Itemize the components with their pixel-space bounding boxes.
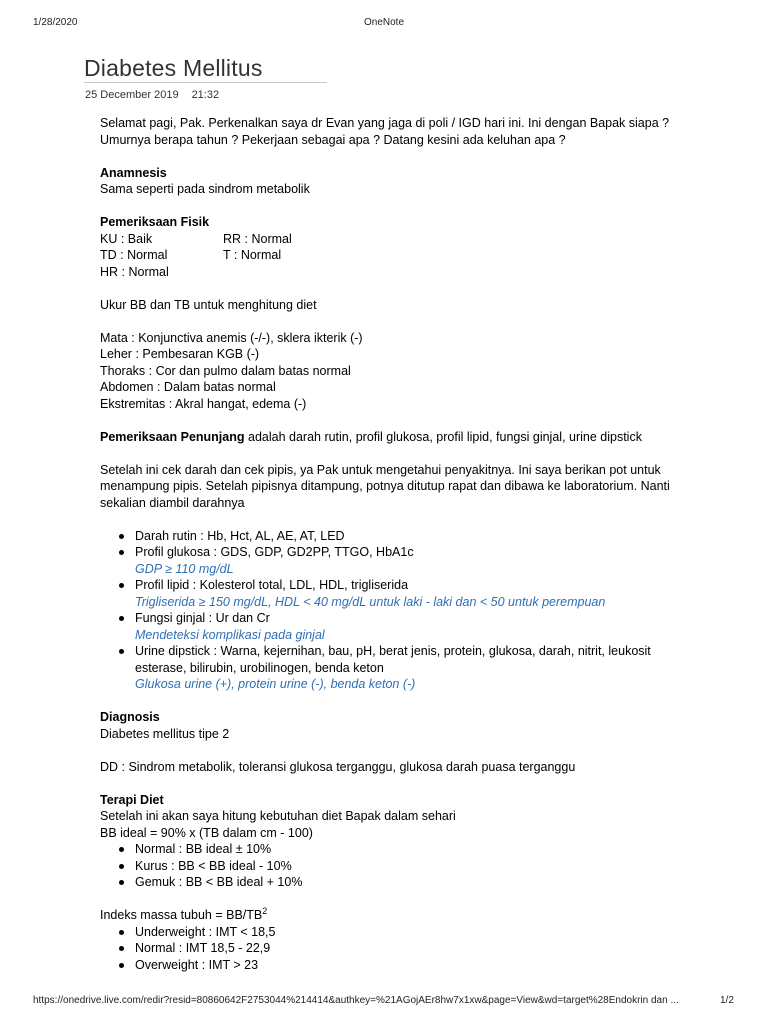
penunjang-heading: Pemeriksaan Penunjang — [100, 429, 245, 444]
vital-hr: HR : Normal — [100, 264, 169, 279]
page-number: 1/2 — [720, 995, 734, 1006]
list-item: Underweight : IMT < 18,5 — [100, 924, 680, 941]
list-item: Gemuk : BB < BB ideal + 10% — [100, 874, 680, 891]
footer-url: https://onedrive.live.com/redir?resid=80860642F2753044%214414&authkey=%21AGojAEr8hw7x1xw&page=View&wd=target%28Endokrin dan ... — [33, 995, 679, 1006]
vital-ku: KU : Baik — [100, 231, 153, 246]
list-item: Normal : BB ideal ± 10% — [100, 841, 680, 858]
penunjang-instruction: Setelah ini cek darah dan cek pipis, ya Pak untuk mengetahui penyakitnya. Ini saya berikan pot untuk menampung pipis. Setelah pipisnya ditampung, potnya ditutup rapat dan dibawa ke laboratorium. Nanti sekalian diambil darahnya — [100, 462, 670, 510]
diet-intro: Setelah ini akan saya hitung kebutuhan diet Bapak dalam sehari — [100, 809, 456, 823]
imt-category-list — [100, 924, 680, 974]
list-item-text: Profil glukosa : GDS, GDP, GD2PP, TTGO, HbA1c — [135, 545, 414, 559]
list-item-note: Glukosa urine (+), protein urine (-), benda keton (-) — [135, 677, 416, 691]
page-date: 25 December 2019 — [85, 89, 179, 101]
bb-category-list — [100, 841, 680, 891]
exam-thoraks: Thoraks : Cor dan pulmo dalam batas normal — [100, 363, 351, 378]
vital-rr: RR : Normal — [223, 231, 292, 246]
list-item-note: Trigliserida ≥ 150 mg/dL, HDL < 40 mg/dL untuk laki - laki dan < 50 untuk perempuan — [135, 594, 606, 609]
list-item-note: GDP ≥ 110 mg/dL — [135, 561, 234, 576]
diagnosis-heading: Diagnosis — [100, 710, 160, 724]
intro-paragraph: Selamat pagi, Pak. Perkenalkan saya dr Evan yang jaga di poli / IGD hari ini. Ini dengan Bapak siapa ? Umurnya berapa tahun ? Pekerjaan sebagai apa ? Datang kesini ada keluhan apa ? — [100, 116, 670, 147]
exam-leher: Leher : Pembesaran KGB (-) — [100, 347, 260, 361]
list-item-text: Darah rutin : Hb, Hct, AL, AE, AT, LED — [135, 528, 345, 543]
differential-diagnosis: DD : Sindrom metabolik, toleransi glukosa terganggu, glukosa darah puasa terganggu — [100, 759, 576, 774]
vital-t: T : Normal — [223, 248, 282, 262]
list-item: Normal : IMT 18,5 - 22,9 — [100, 940, 680, 957]
page-timestamp — [85, 89, 219, 101]
list-item: Overweight : IMT > 23 — [100, 957, 680, 974]
imt-label: Indeks massa tubuh = BB/TB — [100, 908, 263, 922]
bb-ideal-formula: BB ideal = 90% x (TB dalam cm - 100) — [100, 825, 313, 840]
exam-abdomen: Abdomen : Dalam batas normal — [100, 380, 276, 394]
fisik-heading: Pemeriksaan Fisik — [100, 215, 210, 229]
print-date: 1/28/2020 — [33, 17, 78, 28]
page-time: 21:32 — [191, 89, 220, 101]
vital-td: TD : Normal — [100, 248, 168, 262]
list-item-text: Fungsi ginjal : Ur dan Cr — [135, 611, 270, 625]
diagnosis-text: Diabetes mellitus tipe 2 — [100, 726, 230, 741]
list-item — [100, 528, 680, 545]
imt-exponent: 2 — [262, 905, 268, 916]
imt-formula — [100, 907, 680, 924]
anamnesis-heading: Anamnesis — [100, 165, 167, 180]
list-item-note: Mendeteksi komplikasi pada ginjal — [135, 627, 325, 642]
ukur-text: Ukur BB dan TB untuk menghitung diet — [100, 297, 317, 312]
page-title: Diabetes Mellitus — [84, 55, 263, 81]
app-name: OneNote — [363, 17, 405, 28]
list-item — [100, 610, 680, 643]
penunjang-list — [100, 528, 680, 693]
list-item: Kurus : BB < BB ideal - 10% — [100, 858, 680, 875]
exam-ekstremitas: Ekstremitas : Akral hangat, edema (-) — [100, 396, 307, 411]
penunjang-line — [100, 429, 680, 446]
title-underline — [84, 82, 327, 83]
anamnesis-text: Sama seperti pada sindrom metabolik — [100, 182, 310, 196]
vital-signs — [100, 231, 680, 281]
list-item-text: Profil lipid : Kolesterol total, LDL, HDL, trigliserida — [135, 578, 409, 592]
diet-heading: Terapi Diet — [100, 792, 164, 807]
penunjang-text: adalah darah rutin, profil glukosa, profil lipid, fungsi ginjal, urine dipstick — [244, 429, 642, 444]
list-item — [100, 544, 680, 577]
note-content — [100, 115, 680, 973]
exam-mata: Mata : Konjunctiva anemis (-/-), sklera ikterik (-) — [100, 330, 363, 345]
list-item — [100, 643, 680, 693]
list-item-text: Urine dipstick : Warna, kejernihan, bau, pH, berat jenis, protein, glukosa, darah, nitrit, leukosit esterase, bilirubin, urobilinogen, benda keton — [135, 644, 651, 675]
list-item — [100, 577, 680, 610]
